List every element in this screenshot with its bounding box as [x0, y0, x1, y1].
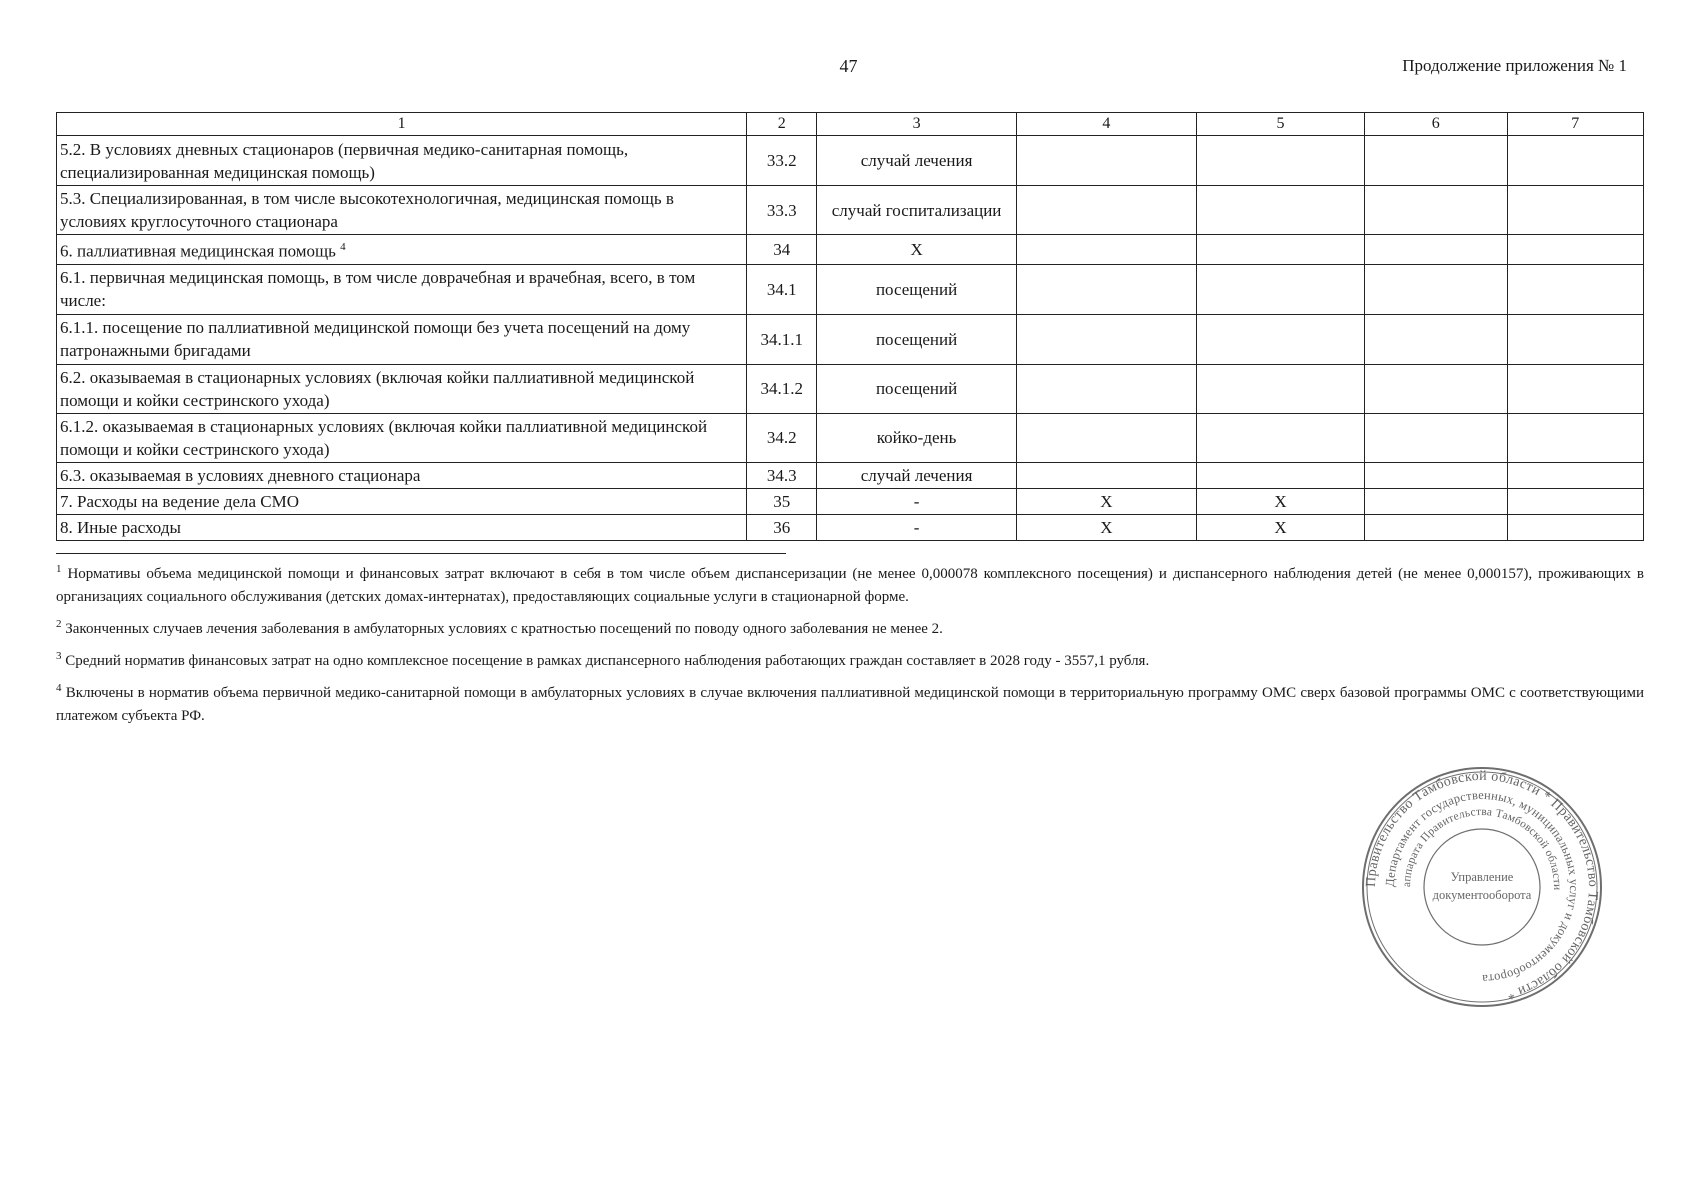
stamp-inner-ring-text: аппарата Правительства Тамбовской области [1400, 805, 1564, 891]
table-header-row [57, 113, 1644, 136]
row-col7 [1507, 488, 1643, 514]
row-col6 [1364, 413, 1507, 462]
row-col6 [1364, 264, 1507, 314]
row-col6 [1364, 314, 1507, 364]
row-name: 5.2. В условиях дневных стационаров (первичная медико-санитарная помощь, специализированная медицинская помощь) [57, 136, 747, 186]
row-name-text: 6. паллиативная медицинская помощь [60, 241, 336, 261]
stamp-center-line1: Управление [1450, 870, 1514, 884]
footnote [56, 613, 1644, 641]
row-code: 35 [747, 488, 817, 514]
row-unit: случай лечения [817, 462, 1016, 488]
row-unit: случай лечения [817, 136, 1016, 186]
row-name: 8. Иные расходы [57, 514, 747, 540]
table-row [57, 136, 1644, 186]
row-col7 [1507, 413, 1643, 462]
col-header: 1 [57, 113, 747, 136]
row-col5 [1197, 462, 1365, 488]
data-table [56, 112, 1644, 541]
table-row [57, 514, 1644, 540]
row-col6 [1364, 462, 1507, 488]
row-col5 [1197, 413, 1365, 462]
row-code: 34.1 [747, 264, 817, 314]
row-col4: Х [1016, 488, 1196, 514]
table-row [57, 488, 1644, 514]
table-row [57, 462, 1644, 488]
row-col5: Х [1197, 488, 1365, 514]
footnote [56, 645, 1644, 673]
col-header: 3 [817, 113, 1016, 136]
row-unit: - [817, 488, 1016, 514]
row-col6 [1364, 186, 1507, 235]
row-unit: посещений [817, 264, 1016, 314]
row-code: 34.2 [747, 413, 817, 462]
row-code: 34.1.1 [747, 314, 817, 364]
row-col5 [1197, 314, 1365, 364]
row-col4: Х [1016, 514, 1196, 540]
row-name: 7. Расходы на ведение дела СМО [57, 488, 747, 514]
row-unit: случай госпитализации [817, 186, 1016, 235]
table-row [57, 413, 1644, 462]
footnote-ref: 4 [340, 241, 346, 253]
footnote-text: Включены в норматив объема первичной медико-санитарной помощи в амбулаторных условиях в случае включения паллиативной медицинской помощи в территориальную программу ОМС сверх базовой программы ОМС с соответствующими платежом субъекта РФ. [56, 685, 1644, 724]
footnote-mark: 2 [56, 618, 62, 630]
row-code: 36 [747, 514, 817, 540]
stamp-center-line2: документооборота [1432, 888, 1532, 902]
row-col6 [1364, 364, 1507, 413]
footnote-text: Нормативы объема медицинской помощи и финансовых затрат включают в себя в том числе объем диспансеризации (не менее 0,000078 комплексного посещения) и диспансерного наблюдения детей (не менее 0,000157), проживающих в организациях социального обслуживания (детских домах-интернатах), предоставляющих социальные услуги в стационарной форме. [56, 566, 1644, 605]
row-col6 [1364, 514, 1507, 540]
row-unit: посещений [817, 364, 1016, 413]
row-code: 34 [747, 235, 817, 265]
row-name: 5.3. Специализированная, в том числе высокотехнологичная, медицинская помощь в условиях круглосуточного стационара [57, 186, 747, 235]
continuation-label: Продолжение приложения № 1 [1402, 56, 1627, 75]
row-col7 [1507, 235, 1643, 265]
row-col5: Х [1197, 514, 1365, 540]
row-code: 34.3 [747, 462, 817, 488]
row-name: 6.2. оказываемая в стационарных условиях (включая койки паллиативной медицинской помощи и койки сестринского ухода) [57, 364, 747, 413]
row-unit: койко-день [817, 413, 1016, 462]
footnote [56, 558, 1644, 609]
footnote-separator [56, 553, 786, 554]
row-col4 [1016, 264, 1196, 314]
row-col4 [1016, 314, 1196, 364]
row-unit: - [817, 514, 1016, 540]
row-col5 [1197, 364, 1365, 413]
row-name: 6.3. оказываемая в условиях дневного стационара [57, 462, 747, 488]
footnote [56, 677, 1644, 728]
row-col5 [1197, 186, 1365, 235]
row-name: 6.1. первичная медицинская помощь, в том числе доврачебная и врачебная, всего, в том числе: [57, 264, 747, 314]
official-seal-stamp [1360, 765, 1604, 1009]
table-row [57, 264, 1644, 314]
row-col4 [1016, 462, 1196, 488]
footnote-mark: 3 [56, 650, 62, 662]
col-header: 5 [1197, 113, 1365, 136]
col-header: 6 [1364, 113, 1507, 136]
page-number: 47 [839, 56, 858, 76]
row-col4 [1016, 186, 1196, 235]
row-col4 [1016, 235, 1196, 265]
row-col4 [1016, 413, 1196, 462]
row-col7 [1507, 264, 1643, 314]
footnote-text: Законченных случаев лечения заболевания в амбулаторных условиях с кратностью посещений по поводу одного заболевания не менее 2. [61, 621, 943, 637]
col-header: 7 [1507, 113, 1643, 136]
row-name [57, 235, 747, 265]
row-col7 [1507, 136, 1643, 186]
row-col7 [1507, 364, 1643, 413]
stamp-outer-ring-text: Правительство Тамбовской области * Правительство Тамбовской области * [1363, 768, 1601, 1003]
row-col4 [1016, 364, 1196, 413]
row-code: 34.1.2 [747, 364, 817, 413]
row-col6 [1364, 235, 1507, 265]
row-code: 33.3 [747, 186, 817, 235]
col-header: 2 [747, 113, 817, 136]
row-col5 [1197, 235, 1365, 265]
row-col7 [1507, 462, 1643, 488]
col-header: 4 [1016, 113, 1196, 136]
table-row [57, 235, 1644, 265]
row-name: 6.1.1. посещение по паллиативной медицинской помощи без учета посещений на дому патронажными бригадами [57, 314, 747, 364]
table-row [57, 364, 1644, 413]
row-col7 [1507, 514, 1643, 540]
footnote-mark: 1 [56, 563, 62, 575]
row-col7 [1507, 314, 1643, 364]
table-row [57, 314, 1644, 364]
footnote-mark: 4 [56, 682, 62, 694]
footnotes [56, 558, 1644, 732]
row-name: 6.1.2. оказываемая в стационарных условиях (включая койки паллиативной медицинской помощи и койки сестринского ухода) [57, 413, 747, 462]
row-col4 [1016, 136, 1196, 186]
footnote-text: Средний норматив финансовых затрат на одно комплексное посещение в рамках диспансерного наблюдения работающих граждан составляет в 2028 году - 3557,1 рубля. [61, 653, 1150, 669]
row-unit: посещений [817, 314, 1016, 364]
row-col6 [1364, 488, 1507, 514]
row-col7 [1507, 186, 1643, 235]
row-col6 [1364, 136, 1507, 186]
row-code: 33.2 [747, 136, 817, 186]
table-row [57, 186, 1644, 235]
row-col5 [1197, 136, 1365, 186]
stamp-middle-ring-text: Департамент государственных, муниципальных услуг и документооборота [1382, 787, 1582, 987]
row-unit: Х [817, 235, 1016, 265]
row-col5 [1197, 264, 1365, 314]
